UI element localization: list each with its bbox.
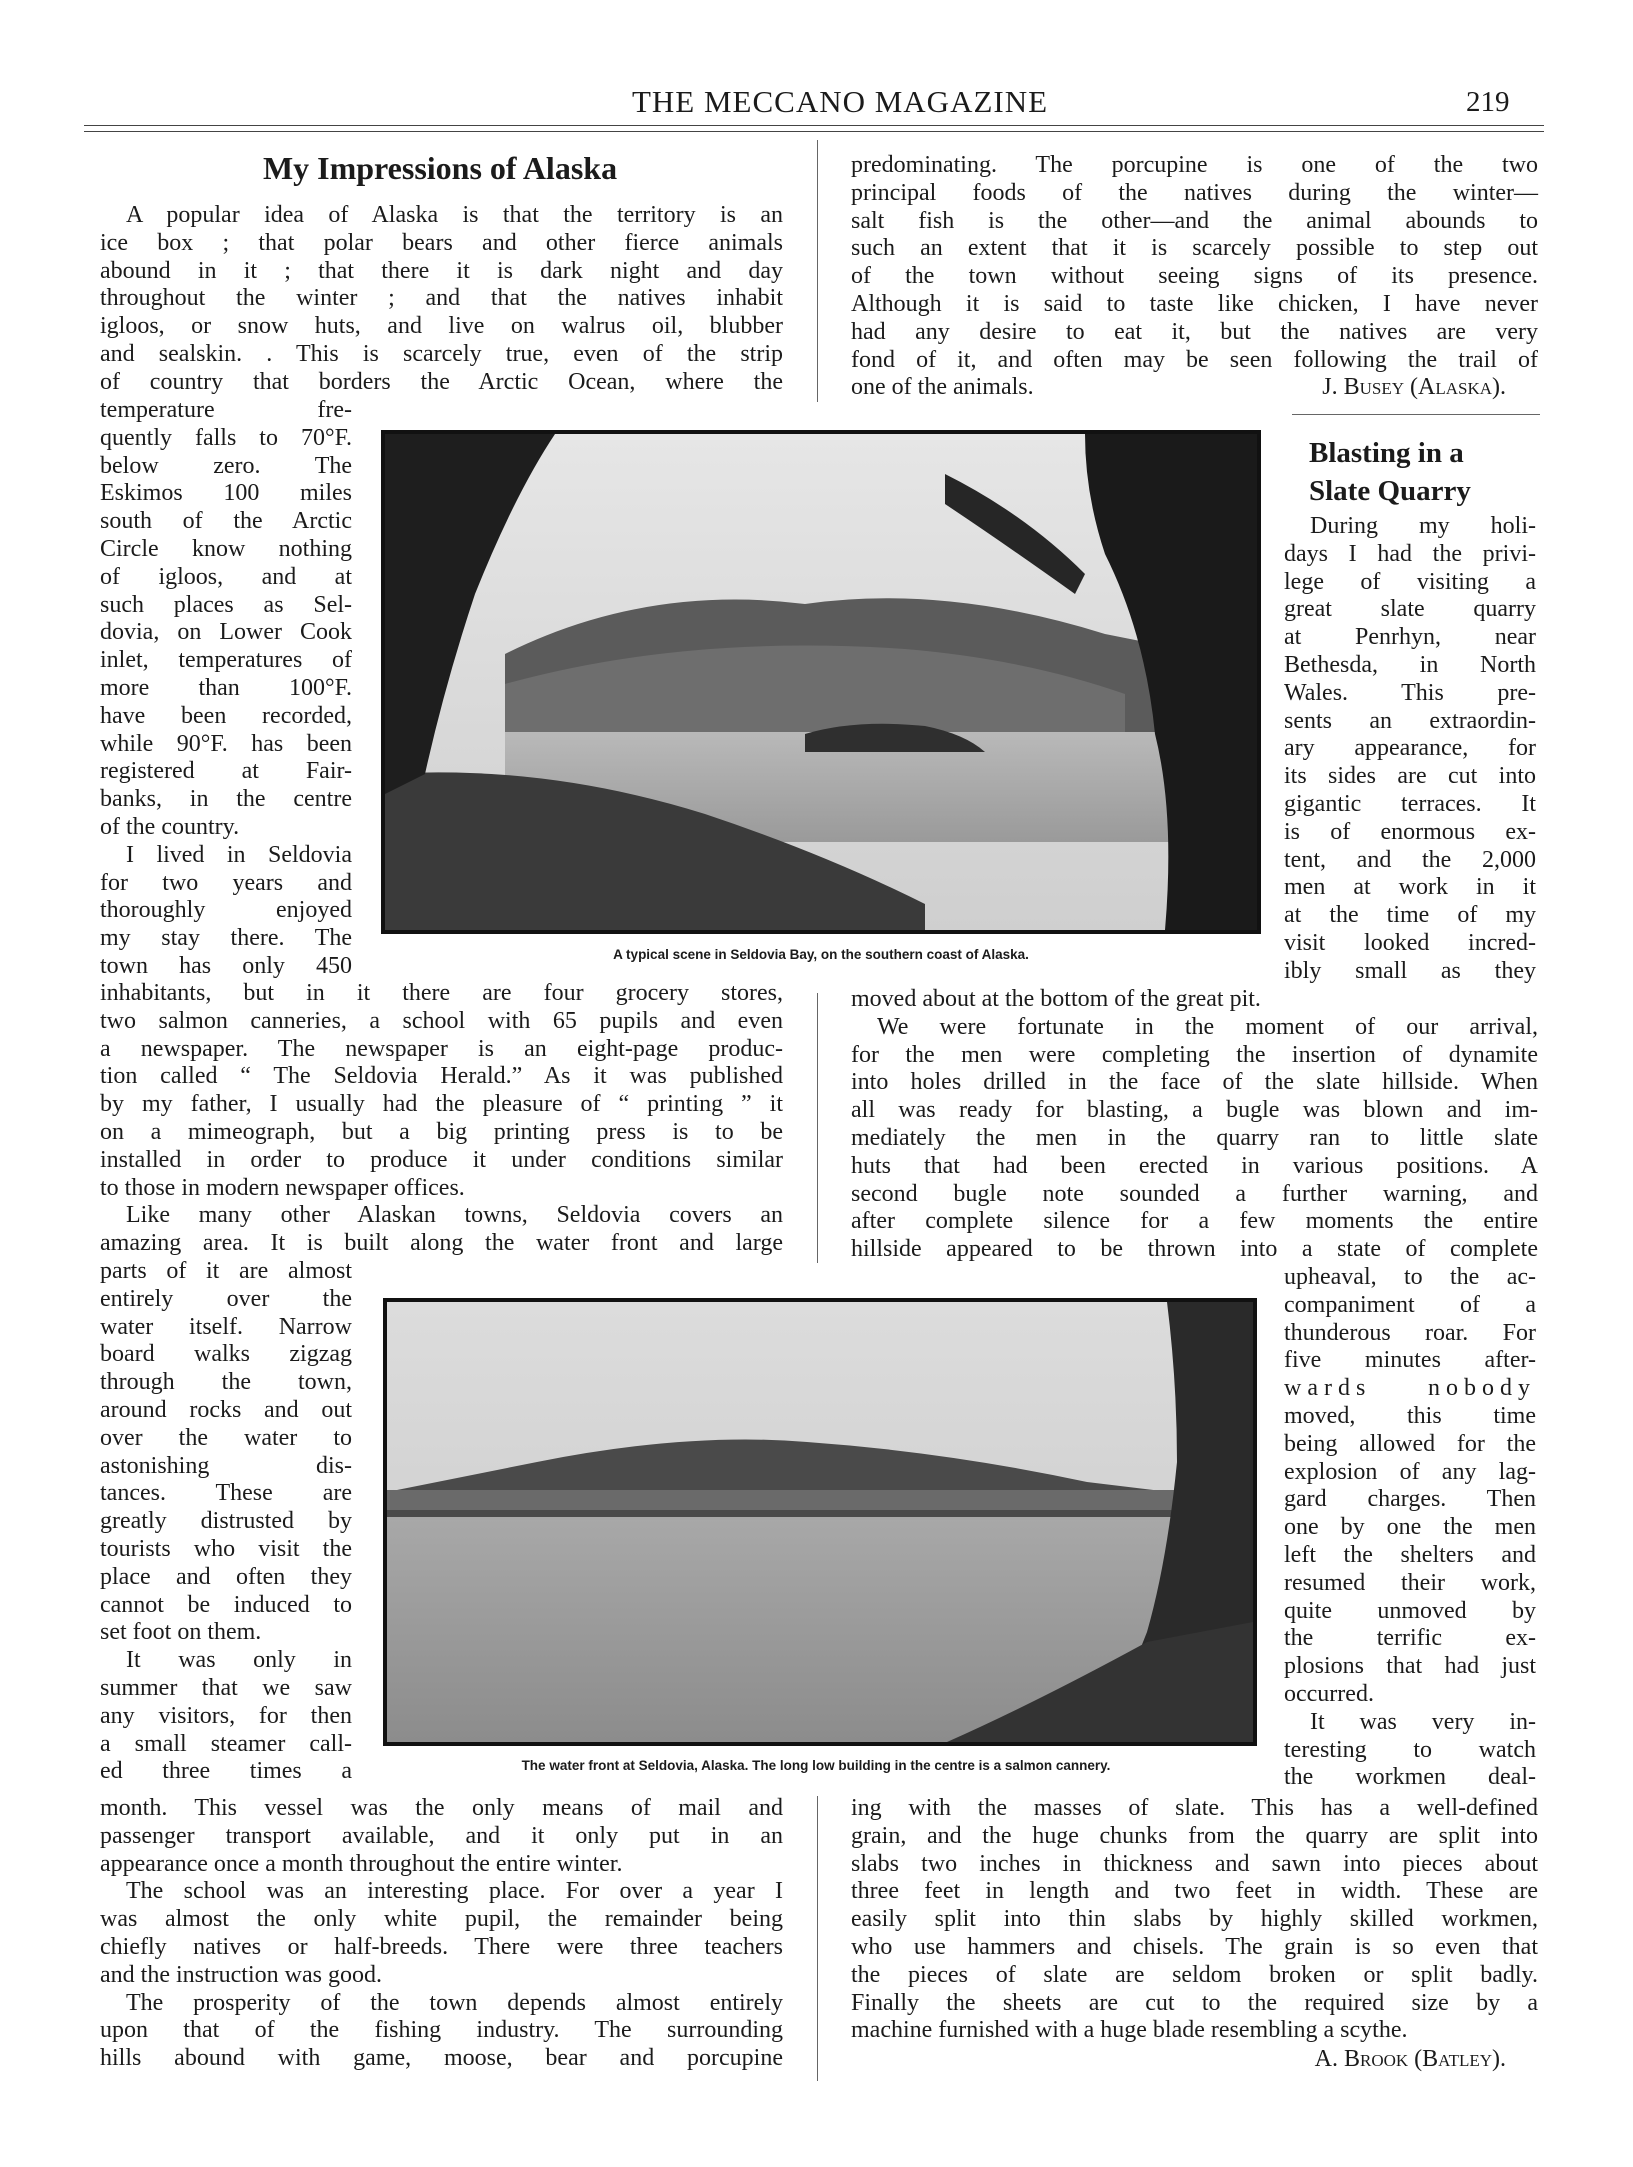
text-line: water itself. Narrow <box>100 1313 352 1340</box>
text-line: igloos, or snow huts, and live on walrus oil, blubber <box>100 313 783 340</box>
text-line: ing with the masses of slate. This has a well-defined <box>851 1795 1538 1821</box>
text-line: and the instruction was good. <box>100 1961 382 1988</box>
text-line: The school was an interesting place. For over a year I <box>126 1878 783 1905</box>
text-line: of the country. <box>100 813 240 840</box>
text-line: inlet, temperatures of <box>100 647 352 674</box>
text-line: and sealskin. . This is scarcely true, even of the strip <box>100 340 783 367</box>
photo-caption-seldovia-bay: A typical scene in Seldovia Bay, on the southern coast of Alaska. <box>613 947 1029 962</box>
text-line: ice box ; that polar bears and other fierce animals <box>100 229 783 256</box>
text-line: companiment of a <box>1284 1291 1536 1318</box>
text-line: at the time of my <box>1284 902 1536 929</box>
quarry-bottom-text <box>851 1795 1538 2045</box>
text-line: resumed their work, <box>1284 1569 1536 1596</box>
text-line: ibly small as they <box>1284 957 1536 984</box>
title-line: Slate Quarry <box>1309 475 1471 507</box>
text-line: quite unmoved by <box>1284 1597 1536 1624</box>
text-line: fond of it, and often may be seen following the trail of <box>851 346 1538 373</box>
text-line: for the men were completing the insertion of dynamite <box>851 1041 1538 1068</box>
alaska-middle-text <box>100 980 783 1258</box>
text-line: to those in modern newspaper offices. <box>100 1174 465 1201</box>
text-line: such an extent that it is scarcely possible to step out <box>851 235 1538 262</box>
text-line: Although it is said to taste like chicken, I have never <box>851 290 1538 317</box>
text-line: Wales. This pre- <box>1284 679 1536 706</box>
text-line: banks, in the centre <box>100 786 352 813</box>
text-line: five minutes after- <box>1284 1347 1536 1374</box>
text-line: thoroughly enjoyed <box>100 897 352 924</box>
header-rule <box>84 125 1544 126</box>
text-line: town has only 450 <box>100 952 352 979</box>
article-title-alaska: My Impressions of Alaska <box>262 150 618 186</box>
column-divider-bottom <box>817 1796 818 2081</box>
text-line: wards nobody <box>1284 1375 1536 1402</box>
text-line: appearance once a month throughout the entire winter. <box>100 1850 623 1877</box>
text-line: the pieces of slate are seldom broken or split badly. <box>851 1961 1538 1988</box>
text-line: ary appearance, for <box>1284 735 1536 762</box>
article-title-slate-quarry <box>1309 434 1471 510</box>
text-line: all was ready for blasting, a bugle was blown and im- <box>851 1097 1538 1124</box>
text-line: easily split into thin slabs by highly skilled workmen, <box>851 1906 1538 1933</box>
text-line: at Penrhyn, near <box>1284 624 1536 651</box>
text-line: Like many other Alaskan towns, Seldovia covers an <box>126 1202 783 1229</box>
text-line: teresting to watch <box>1284 1736 1536 1763</box>
alaska-last-line <box>851 374 1538 402</box>
text-line: amazing area. It is built along the water front and large <box>100 1230 783 1257</box>
text-line: dovia, on Lower Cook <box>100 619 352 646</box>
text-line: tion called “ The Seldovia Herald.” As it was published <box>100 1063 783 1090</box>
text-line: The prosperity of the town depends almost entirely <box>126 1989 783 2016</box>
text-line: for two years and <box>100 869 352 896</box>
text-line: who use hammers and chisels. The grain is so even that <box>851 1933 1538 1960</box>
text-line: greatly distrusted by <box>100 1508 352 1535</box>
text-line: hillside appeared to be thrown into a state of complete <box>851 1236 1538 1263</box>
text-line: a small steamer call- <box>100 1730 352 1757</box>
text-line: is of enormous ex- <box>1284 818 1536 845</box>
text-line: of the town without seeing signs of its presence. <box>851 263 1538 290</box>
text-line: Eskimos 100 miles <box>100 480 352 507</box>
alaska-bottom-text <box>100 1795 783 2073</box>
text-line: sents an extraordin- <box>1284 707 1536 734</box>
text-line: was almost the only white pupil, the remainder being <box>100 1906 783 1933</box>
text-line: throughout the winter ; and that the natives inhabit <box>100 285 783 312</box>
text-line: more than 100°F. <box>100 674 352 701</box>
title-line: Blasting in a <box>1309 437 1464 469</box>
quarry-narrow-text-2 <box>1284 1264 1536 1792</box>
text-line: have been recorded, <box>100 702 352 729</box>
header-rule-lower <box>84 131 1544 132</box>
text-line: days I had the privi- <box>1284 540 1536 567</box>
text-line: set foot on them. <box>100 1619 262 1646</box>
text-line: through the town, <box>100 1369 352 1396</box>
text-line: chiefly natives or half-breeds. There were three teachers <box>100 1933 783 1960</box>
author-signature: J. Busey (Alaska). <box>1322 374 1506 400</box>
text-line: its sides are cut into <box>1284 763 1536 790</box>
photo-seldovia-waterfront <box>383 1298 1257 1746</box>
seldovia-waterfront-image <box>387 1302 1253 1742</box>
text-line: upon that of the fishing industry. The surrounding <box>100 2017 783 2044</box>
text-line: any visitors, for then <box>100 1702 352 1729</box>
text-line: south of the Arctic <box>100 508 352 535</box>
text-line: It was very in- <box>1310 1708 1536 1735</box>
text-line: ed three times a <box>100 1758 352 1785</box>
text-line: plosions that had just <box>1284 1653 1536 1680</box>
text-line: one of the animals. <box>851 374 1034 400</box>
text-line: visit looked incred- <box>1284 929 1536 956</box>
text-line: occurred. <box>1284 1680 1374 1707</box>
text-line: into holes drilled in the face of the slate hillside. When <box>851 1069 1538 1096</box>
text-line: a newspaper. The newspaper is an eight-page produc- <box>100 1035 783 1062</box>
text-line: inhabitants, but in it there are four grocery stores, <box>100 980 783 1006</box>
text-line: after complete silence for a few moments the entire <box>851 1208 1538 1235</box>
text-line: month. This vessel was the only means of mail and <box>100 1795 783 1821</box>
text-line: three feet in length and two feet in width. These are <box>851 1878 1538 1905</box>
text-line: two salmon canneries, a school with 65 pupils and even <box>100 1007 783 1034</box>
text-line: During my holi- <box>1310 513 1536 539</box>
text-line: tourists who visit the <box>100 1535 352 1562</box>
text-line: men at work in it <box>1284 874 1536 901</box>
text-line: great slate quarry <box>1284 596 1536 623</box>
text-line: moved, this time <box>1284 1402 1536 1429</box>
text-line: on a mimeograph, but a big printing press is to be <box>100 1118 783 1145</box>
text-line: left the shelters and <box>1284 1541 1536 1568</box>
text-line: the terrific ex- <box>1284 1625 1536 1652</box>
text-line: machine furnished with a huge blade resembling a scythe. <box>851 2017 1408 2044</box>
text-line: of country that borders the Arctic Ocean, where the <box>100 368 783 395</box>
alaska-narrow-text-2 <box>100 1258 352 1786</box>
text-line: principal foods of the natives during the winter— <box>851 179 1538 206</box>
quarry-middle-text <box>851 986 1538 1264</box>
text-line: slabs two inches in thickness and sawn into pieces about <box>851 1850 1538 1877</box>
text-line: quently falls to 70°F. <box>100 424 352 451</box>
text-line: moved about at the bottom of the great pit. <box>851 986 1261 1012</box>
text-line: being allowed for the <box>1284 1430 1536 1457</box>
text-line: temperature fre- <box>100 397 352 423</box>
text-line: Bethesda, in North <box>1284 651 1536 678</box>
alaska-continued-text <box>851 152 1538 374</box>
text-line: had any desire to eat it, but the natives are very <box>851 318 1538 345</box>
text-line: Finally the sheets are cut to the required size by a <box>851 1989 1538 2016</box>
alaska-narrow-text-1 <box>100 397 352 981</box>
photo-caption-seldovia-waterfront: The water front at Seldovia, Alaska. The long low building in the centre is a salmon cannery. <box>521 1758 1111 1773</box>
text-line: gard charges. Then <box>1284 1486 1536 1513</box>
page-number: 219 <box>1466 86 1510 118</box>
alaska-intro-text <box>100 202 783 397</box>
text-line: around rocks and out <box>100 1396 352 1423</box>
text-line: salt fish is the other—and the animal abounds to <box>851 207 1538 234</box>
text-line: astonishing dis- <box>100 1452 352 1479</box>
text-line: my stay there. The <box>100 925 352 952</box>
text-line: It was only in <box>126 1647 352 1674</box>
text-line: below zero. The <box>100 452 352 479</box>
quarry-narrow-text-1 <box>1284 513 1536 986</box>
text-line: hills abound with game, moose, bear and porcupine <box>100 2045 783 2072</box>
text-line: installed in order to produce it under conditions similar <box>100 1146 783 1173</box>
text-line: board walks zigzag <box>100 1341 352 1368</box>
text-line: thunderous roar. For <box>1284 1319 1536 1346</box>
text-line: while 90°F. has been <box>100 730 352 757</box>
text-line: I lived in Seldovia <box>126 841 352 868</box>
text-line: one by one the men <box>1284 1514 1536 1541</box>
text-line: registered at Fair- <box>100 758 352 785</box>
text-line: abound in it ; that there it is dark night and day <box>100 257 783 284</box>
photo-seldovia-bay <box>381 430 1261 934</box>
column-divider-top <box>817 140 818 402</box>
text-line: the workmen deal- <box>1284 1764 1536 1791</box>
text-line: parts of it are almost <box>100 1258 352 1284</box>
author-signature: A. Brook (Batley). <box>1314 2046 1506 2072</box>
text-line: place and often they <box>100 1563 352 1590</box>
text-line: Circle know nothing <box>100 535 352 562</box>
text-line: We were fortunate in the moment of our arrival, <box>877 1013 1538 1040</box>
text-line: upheaval, to the ac- <box>1284 1264 1536 1290</box>
text-line: lege of visiting a <box>1284 568 1536 595</box>
magazine-title: THE MECCANO MAGAZINE <box>631 84 1049 119</box>
text-line: summer that we saw <box>100 1674 352 1701</box>
text-line: huts that had been erected in various positions. A <box>851 1152 1538 1179</box>
seldovia-bay-image <box>385 434 1257 930</box>
text-line: A popular idea of Alaska is that the territory is an <box>126 202 783 228</box>
text-line: such places as Sel- <box>100 591 352 618</box>
text-line: tances. These are <box>100 1480 352 1507</box>
text-line: grain, and the huge chunks from the quarry are split into <box>851 1822 1538 1849</box>
text-line: predominating. The porcupine is one of the two <box>851 152 1538 178</box>
text-line: mediately the men in the quarry ran to little slate <box>851 1124 1538 1151</box>
section-divider <box>1292 414 1540 415</box>
column-divider-middle <box>817 993 818 1263</box>
text-line: of igloos, and at <box>100 563 352 590</box>
text-line: explosion of any lag- <box>1284 1458 1536 1485</box>
text-line: passenger transport available, and it only put in an <box>100 1822 783 1849</box>
text-line: entirely over the <box>100 1285 352 1312</box>
text-line: gigantic terraces. It <box>1284 790 1536 817</box>
text-line: by my father, I usually had the pleasure of “ printing ” it <box>100 1091 783 1118</box>
text-line: tent, and the 2,000 <box>1284 846 1536 873</box>
text-line: over the water to <box>100 1424 352 1451</box>
text-line: second bugle note sounded a further warning, and <box>851 1180 1538 1207</box>
text-line: cannot be induced to <box>100 1591 352 1618</box>
